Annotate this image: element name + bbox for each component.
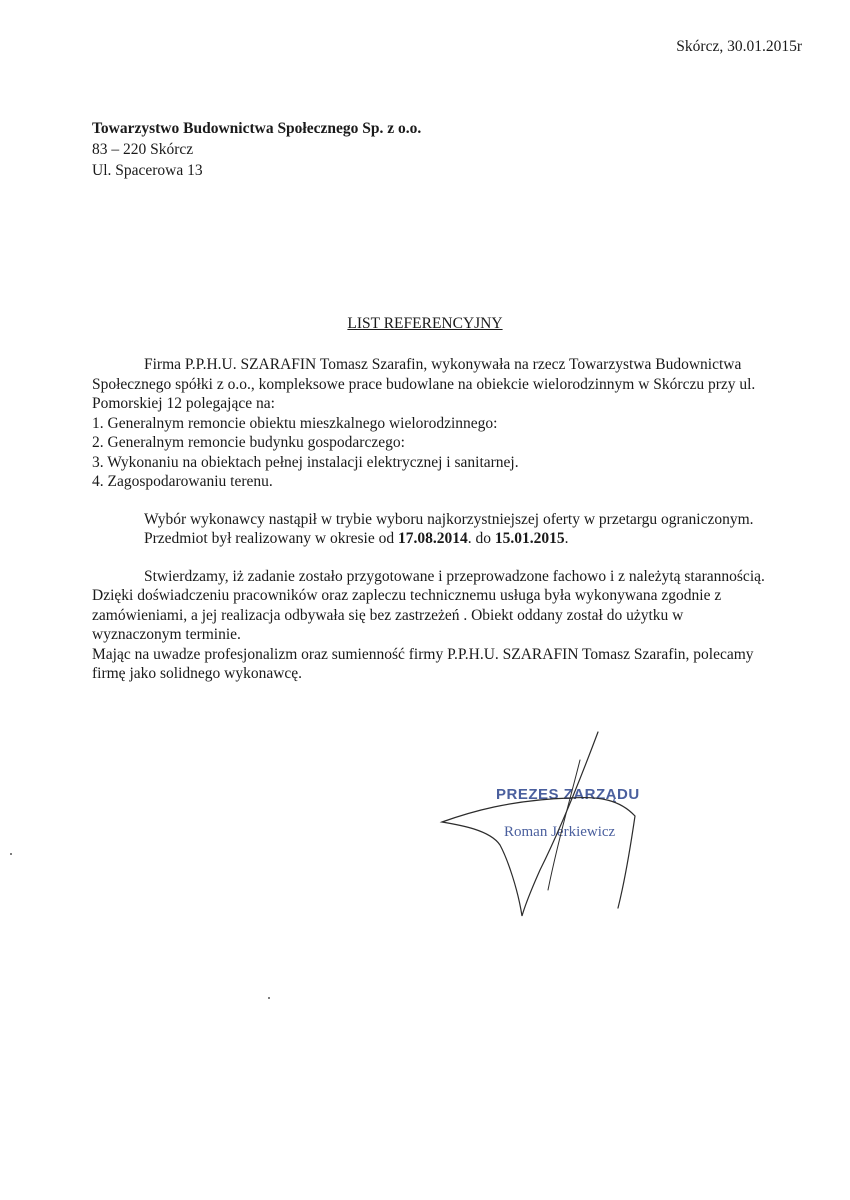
period-start-date: 17.08.2014 — [397, 530, 468, 547]
letter-title — [0, 315, 850, 333]
period-paragraph — [92, 529, 772, 549]
recipient-company: Towarzystwo Budownictwa Społecznego Sp. z o.o. — [92, 120, 422, 137]
period-middle: . do — [467, 530, 495, 547]
scan-speck — [268, 997, 270, 999]
spacer — [92, 492, 772, 510]
recipient-street: Ul. Spacerowa 13 — [92, 162, 203, 179]
works-list — [92, 414, 772, 492]
stamp-name: Roman Jerkiewicz — [504, 824, 616, 840]
letter-date: Skórcz, 30.01.2015r — [676, 38, 802, 55]
letter-body — [92, 355, 772, 684]
works-list-item: 1. Generalnym remoncie obiektu mieszkalnego wielorodzinnego: — [92, 414, 498, 432]
letter-title-text: LIST REFERENCYJNY — [347, 315, 503, 332]
recommendation-paragraph: Mając na uwadze profesjonalizm oraz sumienność firmy P.P.H.U. SZARAFIN Tomasz Szarafin, polecamy firmę jako solidnego wykonawcę. — [92, 645, 754, 682]
works-list-item: 3. Wykonaniu na obiektach pełnej instalacji elektrycznej i sanitarnej. — [92, 453, 519, 471]
works-list-item: 4. Zagospodarowaniu terenu. — [92, 473, 273, 490]
period-suffix: . — [564, 530, 569, 547]
selection-paragraph: Wybór wykonawcy nastąpił w trybie wyboru najkorzystniejszej oferty w przetargu ograniczonym. — [144, 510, 754, 528]
statement-paragraph: Stwierdzamy, iż zadanie zostało przygotowane i przeprowadzone fachowo i z należytą starannością. Dzięki doświadczeniu pracowników oraz zapleczu technicznemu usługa była wykonywana zgodnie z zamówieniami, a jej realizacja odbywała się bez zastrzeżeń . Obiekt oddany został do użytku w wyznaczonym terminie. — [92, 567, 765, 643]
period-prefix: Przedmiot był realizowany w okresie od — [144, 530, 398, 547]
recipient-address — [92, 118, 421, 181]
intro-paragraph: Firma P.P.H.U. SZARAFIN Tomasz Szarafin, wykonywała na rzecz Towarzystwa Budownictwa Społecznego spółki z o.o., kompleksowe prace budowlane na obiekcie wielorodzinnym w Skórczu przy ul. Pomorskiej 12 polegające na: — [92, 356, 756, 412]
period-end-date: 15.01.2015 — [494, 530, 565, 547]
stamp-role: PREZES ZARZĄDU — [496, 786, 640, 803]
handwritten-signature — [430, 720, 670, 930]
spacer — [92, 549, 772, 567]
scan-speck — [10, 853, 12, 855]
recipient-postal: 83 – 220 Skórcz — [92, 141, 194, 158]
works-list-item: 2. Generalnym remoncie budynku gospodarczego: — [92, 434, 405, 451]
signature-stamp — [430, 720, 670, 930]
